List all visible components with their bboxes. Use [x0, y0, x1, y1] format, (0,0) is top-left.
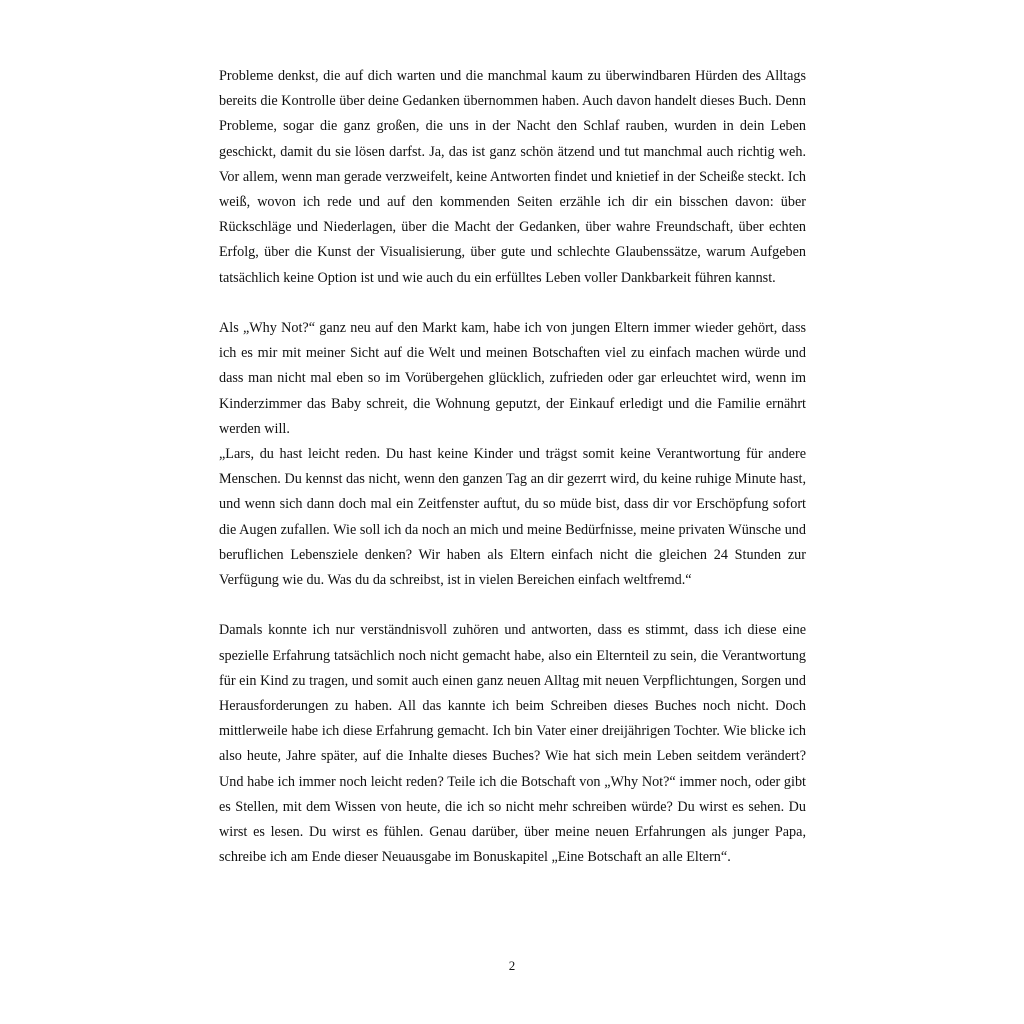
paragraph-spacer [219, 291, 806, 316]
paragraph-spacer [219, 593, 806, 618]
paragraph-4: Damals konnte ich nur verständnisvoll zuhören und antworten, dass es stimmt, dass ich diese eine spezielle Erfahrung tatsächlich noch nicht gemacht habe, also ein Elternteil zu sein, die Verantwortung für ein Kind zu tragen, und somit auch einen ganz neuen Alltag mit neuen Verpflichtungen, Sorgen und Herausforderungen zu haben. All das kannte ich beim Schreiben dieses Buches noch nicht. Doch mittlerweile habe ich diese Erfahrung gemacht. Ich bin Vater einer dreijährigen Tochter. Wie blicke ich also heute, Jahre später, auf die Inhalte dieses Buches? Wie hat sich mein Leben seitdem verändert? Und habe ich immer noch leicht reden? Teile ich die Botschaft von „Why Not?“ immer noch, oder gibt es Stellen, mit dem Wissen von heute, die ich so nicht mehr schreiben würde? Du wirst es sehen. Du wirst es lesen. Du wirst es fühlen. Genau darüber, über meine neuen Erfahrungen als junger Papa, schreibe ich am Ende dieser Neuausgabe im Bonuskapitel „Eine Botschaft an alle Eltern“. [219, 622, 806, 866]
paragraph-2: Als „Why Not?“ ganz neu auf den Markt kam, habe ich von jungen Eltern immer wieder gehört, dass ich es mir mit meiner Sicht auf die Welt und meinen Botschaften viel zu einfach machen würde und dass man nicht mal eben so im Vorübergehen glücklich, zufrieden oder gar erleuchtet wird, wenn im Kinderzimmer das Baby schreit, die Wohnung geputzt, der Einkauf erledigt und die Familie ernährt werden will. [219, 320, 806, 437]
paragraph-3-quote: „Lars, du hast leicht reden. Du hast keine Kinder und trägst somit keine Verantwortung für andere Menschen. Du kennst das nicht, wenn den ganzen Tag an dir gezerrt wird, du keine ruhige Minute hast, und wenn sich dann doch mal ein Zeitfenster auftut, du so müde bist, dass dir vor Erschöpfung sofort die Augen zufallen. Wie soll ich da noch an mich und meine Bedürfnisse, meine privaten Wünsche und beruflichen Lebensziele denken? Wir haben als Eltern einfach nicht die gleichen 24 Stunden zur Verfügung wie du. Was du da schreibst, ist in vielen Bereichen einfach weltfremd.“ [219, 446, 806, 589]
body-text [219, 64, 806, 870]
paragraph-1: Probleme denkst, die auf dich warten und die manchmal kaum zu überwindbaren Hürden des Alltags bereits die Kontrolle über deine Gedanken übernommen haben. Auch davon handelt dieses Buch. Denn Probleme, sogar die ganz großen, die uns in der Nacht den Schlaf rauben, wurden in dein Leben geschickt, damit du sie lösen darfst. Ja, das ist ganz schön ätzend und tut manchmal auch richtig weh. Vor allem, wenn man gerade verzweifelt, keine Antworten findet und knietief in der Scheiße steckt. Ich weiß, wovon ich rede und auf den kommenden Seiten erzähle ich dir ein bisschen davon: über Rückschläge und Niederlagen, über die Macht der Gedanken, über wahre Freundschaft, über echten Erfolg, über die Kunst der Visualisierung, über gute und schlechte Glaubenssätze, warum Aufgeben tatsächlich keine Option ist und wie auch du ein erfülltes Leben voller Dankbarkeit führen kannst. [219, 68, 806, 286]
page-number: 2 [508, 958, 516, 973]
